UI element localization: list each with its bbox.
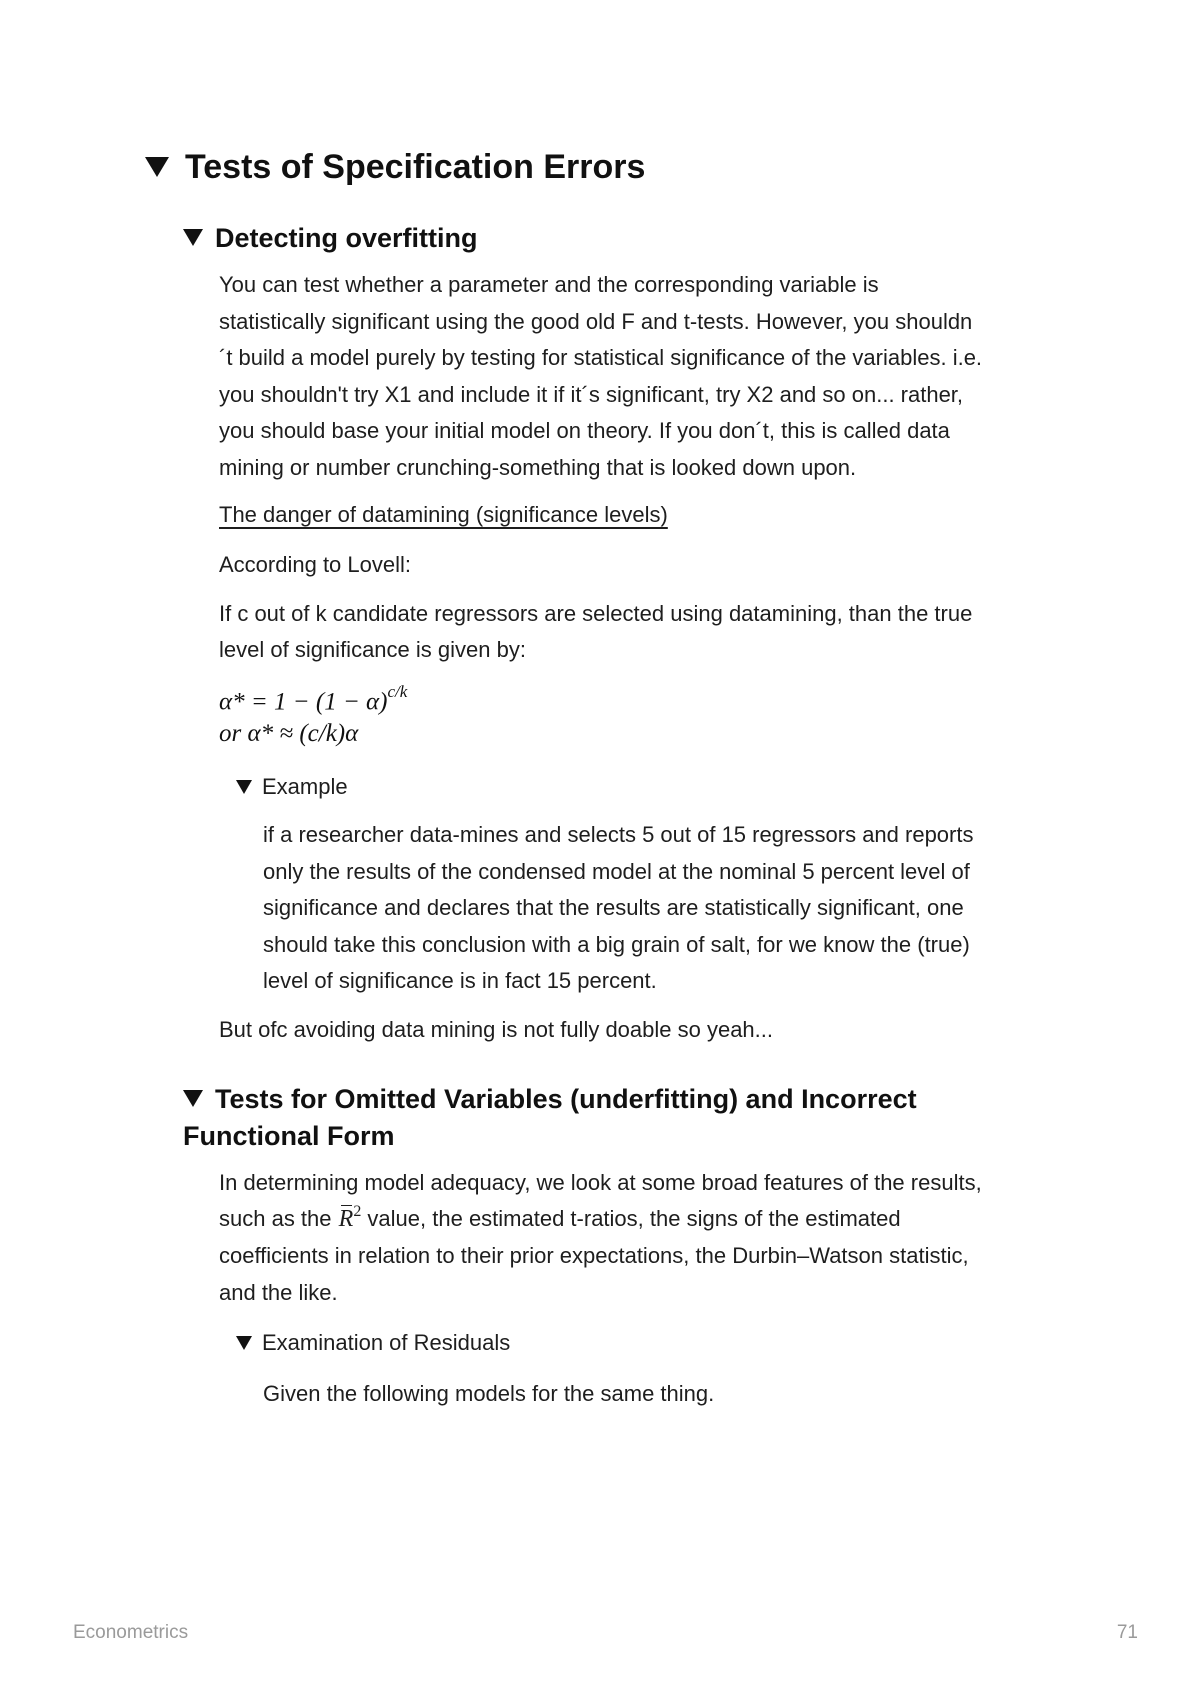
intro-line: statistically significant using the good old F and t-tests. However, you shouldn xyxy=(219,309,973,334)
formula-exact-base: α* = 1 − (1 − α) xyxy=(219,688,388,716)
intro-line: you should base your initial model on theory. If you don´t, this is called data xyxy=(219,418,950,443)
intro-line: you shouldn't try X1 and include it if it´s significant, try X2 and so on... rather, xyxy=(219,382,964,407)
triangle-down-icon xyxy=(236,780,252,794)
danger-subheading: The danger of datamining (significance levels) xyxy=(219,502,668,527)
omitted-para-line: In determining model adequacy, we look at some broad features of the results, xyxy=(219,1170,982,1195)
omitted-para-line xyxy=(219,1201,901,1237)
footer-doc-title: Econometrics xyxy=(73,1622,189,1643)
formula-exact-exponent: c/k xyxy=(387,682,408,701)
example-line: significance and declares that the results are statistically significant, one xyxy=(263,895,964,920)
para-text: such as the xyxy=(219,1206,338,1231)
triangle-down-icon xyxy=(183,1090,203,1107)
formula-approx: or α* ≈ (c/k)α xyxy=(219,720,359,747)
omitted-para-line: coefficients in relation to their prior expectations, the Durbin–Watson statistic, xyxy=(219,1243,969,1268)
example-line: should take this conclusion with a big grain of salt, for we know the (true) xyxy=(263,932,970,957)
residuals-heading: Examination of Residuals xyxy=(262,1330,511,1355)
section-heading: Tests of Specification Errors xyxy=(185,148,646,186)
lovell-line: If c out of k candidate regressors are selected using datamining, than the true xyxy=(219,601,973,626)
intro-line: ´t build a model purely by testing for statistical significance of the variables. i.e. xyxy=(219,345,983,370)
omitted-para-line: and the like. xyxy=(219,1280,338,1305)
triangle-down-icon xyxy=(183,229,203,246)
omitted-heading-line: Functional Form xyxy=(183,1121,395,1151)
overfitting-heading: Detecting overfitting xyxy=(215,223,478,253)
example-line: only the results of the condensed model at the nominal 5 percent level of xyxy=(263,859,970,884)
example-heading: Example xyxy=(262,774,348,799)
lovell-line: level of significance is given by: xyxy=(219,637,526,662)
footer-page-number: 71 xyxy=(1116,1622,1138,1643)
intro-line: mining or number crunching-something that is looked down upon. xyxy=(219,455,857,480)
omitted-heading-line: Tests for Omitted Variables (underfitting) and Incorrect xyxy=(215,1084,917,1114)
lovell-intro: According to Lovell: xyxy=(219,552,411,577)
r-bar-superscript: 2 xyxy=(353,1203,362,1220)
intro-line: You can test whether a parameter and the corresponding variable is xyxy=(219,272,879,297)
example-line: level of significance is in fact 15 percent. xyxy=(263,968,657,993)
example-line: if a researcher data-mines and selects 5 out of 15 regressors and reports xyxy=(263,822,974,847)
residuals-text: Given the following models for the same thing. xyxy=(263,1381,715,1406)
conclusion-text: But ofc avoiding data mining is not fully doable so yeah... xyxy=(219,1017,774,1042)
r-bar-symbol: R xyxy=(338,1201,354,1237)
triangle-down-icon xyxy=(145,157,169,177)
para-text: value, the estimated t-ratios, the signs of the estimated xyxy=(361,1206,901,1231)
triangle-down-icon xyxy=(236,1336,252,1350)
formula-exact xyxy=(219,677,408,716)
